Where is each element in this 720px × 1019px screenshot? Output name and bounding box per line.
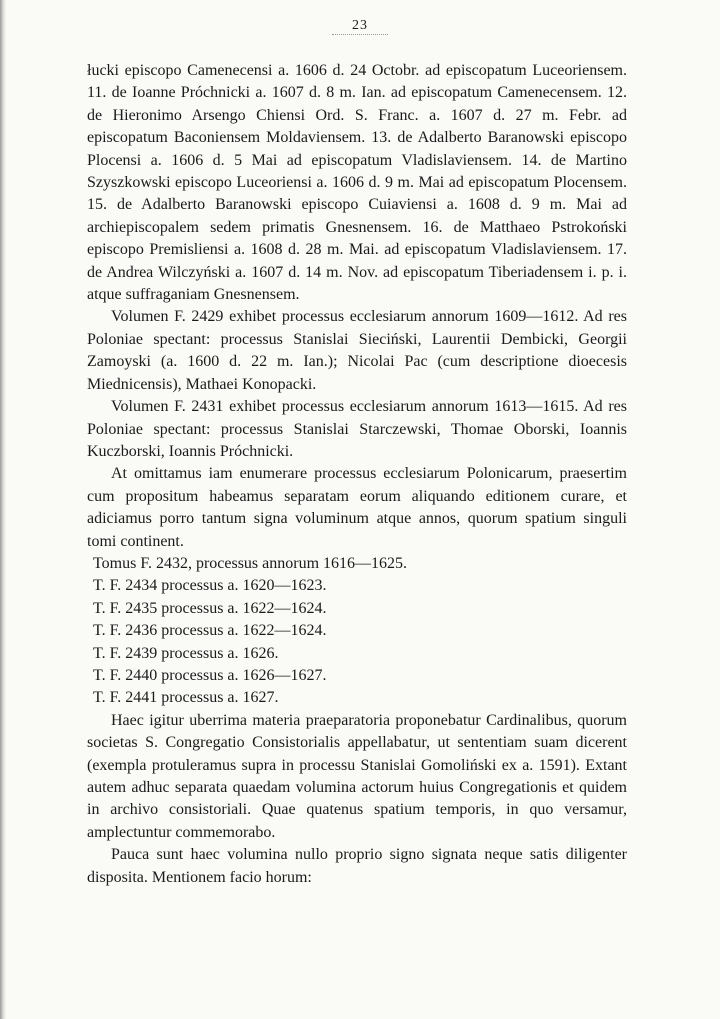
page-number-text: 23 [332, 18, 388, 35]
paragraph-volumen-2431: Volumen F. 2431 exhibet processus ecclesiarum annorum 1613—1615. Ad res Poloniae spectant: processus Stanislai Starczewski, Thomae Oborski, Ioannis Kuczborski, Ioannis Próchnicki. [87, 398, 627, 460]
paragraph-pauca-sunt: Pauca sunt haec volumina nullo proprio signo signata neque satis diligenter disposita. Mentionem facio horum: [87, 846, 627, 886]
list-item: T. F. 2436 processus a. 1622—1624. [93, 622, 327, 640]
list-item: T. F. 2441 processus a. 1627. [93, 689, 279, 707]
page-edge-shadow [0, 0, 6, 1019]
paragraph-haec-igitur: Haec igitur uberrima materia praeparatoria proponebatur Cardinalibus, quorum societas S. Congregatio Consistorialis appellabatur, ut sententiam suam dicerent (exempla protuleramus supra in processu Stanislai Gomoliński ex a. 1591). Extant autem adhuc separata quaedam volumina actorum huius Congregationis et quidem in archivo consistoriali. Quae quatenus spatium temporis, in quo versamur, amplectuntur commemorabo. [87, 711, 627, 841]
list-item: T. F. 2435 processus a. 1622—1624. [93, 599, 327, 617]
paragraph-omittamus: At omittamus iam enumerare processus ecclesiarum Polonicarum, praesertim cum propositum habeamus separatam eorum aliquando editionem curare, et adiciamus porro tantum signa voluminum atque annos, quorum spatium singuli tomi continent. [87, 465, 627, 550]
paragraph-volumen-2429: Volumen F. 2429 exhibet processus ecclesiarum annorum 1609—1612. Ad res Poloniae spectant: processus Stanislai Sieciński, Laurentii Dembicki, Georgii Zamoyski (a. 1600 d. 22 m. Ian.); Nicolai Pac (cum descriptione dioecesis Miednicensis), Mathaei Konopacki. [87, 308, 627, 393]
list-item: T. F. 2440 processus a. 1626—1627. [93, 666, 327, 684]
list-item: T. F. 2439 processus a. 1626. [93, 644, 279, 662]
body-text [87, 60, 627, 889]
paragraph-episcopal-translations: łucki episcopo Camenecensi a. 1606 d. 24 Octobr. ad episcopatum Luceoriensem. 11. de Ioanne Próchnicki a. 1607 d. 8 m. Ian. ad episcopatum Camenecensem. 12. de Hieronimo Arsengo Chiensi Ord. S. Franc. a. 1607 d. 27 m. Febr. ad episcopatum Baconiensem Moldaviensem. 13. de Adalberto Baranowski episcopo Plocensi a. 1606 d. 5 Mai ad episcopatum Vladislaviensem. 14. de Martino Szyszkowski episcopo Luceoriensi a. 1606 d. 9 m. Mai ad episcopatum Plocensem. 15. de Adalberto Baranowski episcopo Cuiaviensi a. 1608 d. 9 m. Mai ad archiepiscopalem sedem primatis Gnesnensem. 16. de Matthaeo Pstrokoński episcopo Premisliensi a. 1608 d. 28 m. Mai. ad episcopatum Vladislaviensem. 17. de Andrea Wilczyński a. 1607 d. 14 m. Nov. ad episcopatum Tiberiadensem i. p. i. atque suffraganiam Gnesnensem. [87, 62, 627, 304]
tomus-list [87, 553, 627, 710]
list-item: T. F. 2434 processus a. 1620—1623. [93, 577, 327, 595]
list-item: Tomus F. 2432, processus annorum 1616—1625. [93, 554, 408, 572]
page-number [0, 18, 720, 34]
